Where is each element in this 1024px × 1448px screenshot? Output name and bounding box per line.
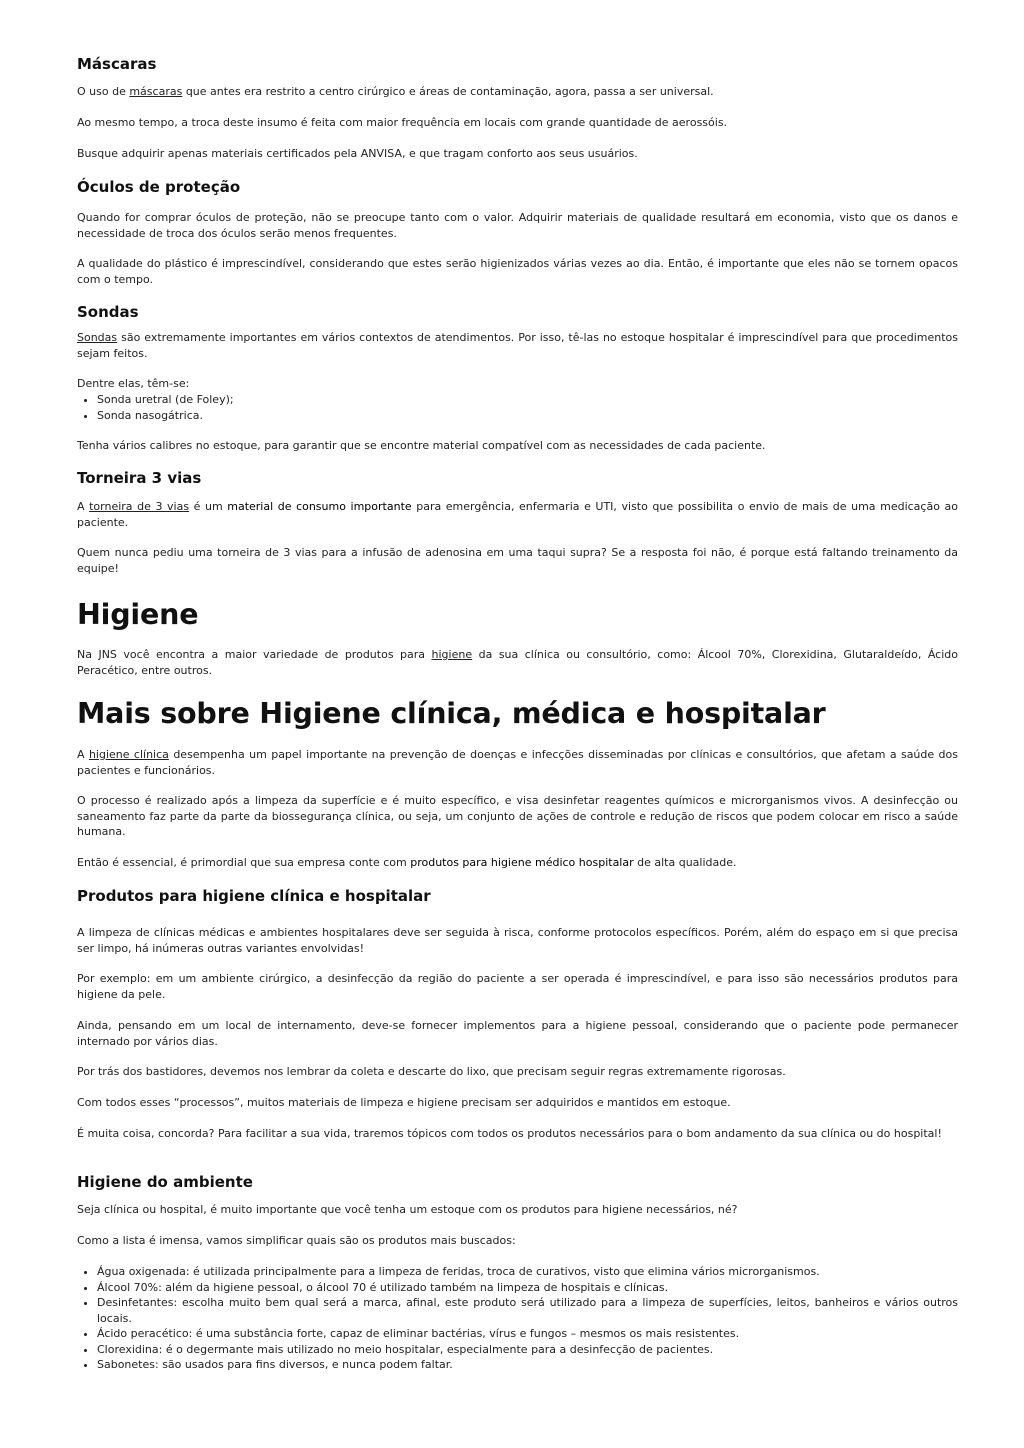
page-heading-higiene: Higiene [77, 598, 199, 631]
list-item: • Sonda uretral (de Foley); [97, 392, 958, 408]
list-item: • Clorexidina: é o degermante mais utilizado no meio hospitalar, especialmente para a desinfecção de pacientes. [97, 1342, 958, 1358]
section-heading-torneira: Torneira 3 vias [77, 469, 202, 487]
list-item: • Sonda nasogátrica. [97, 408, 958, 424]
section-heading-ambiente: Higiene do ambiente [77, 1173, 253, 1191]
section-heading-sondas: Sondas [77, 303, 139, 321]
text: é um [189, 500, 228, 513]
paragraph: Seja clínica ou hospital, é muito importante que você tenha um estoque com os produtos para higiene necessários, né? [77, 1203, 738, 1216]
text: que antes era restrito a centro cirúrgico e áreas de contaminação, agora, passa a ser universal. [182, 85, 714, 98]
list-item: • Desinfetantes: escolha muito bem qual será a marca, afinal, este produto será utilizado para a limpeza de superfícies, leitos, banheiros e vários outros locais. [97, 1295, 958, 1326]
paragraph: Quem nunca pediu uma torneira de 3 vias para a infusão de adenosina em uma taqui supra? Se a resposta foi não, é porque está faltando treinamento da equipe! [77, 546, 958, 575]
list-sondas [77, 392, 958, 423]
link-torneira[interactable]: torneira de 3 vias [89, 500, 190, 513]
text: Então é essencial, é primordial que sua empresa conte com [77, 856, 411, 869]
paragraph: Por trás dos bastidores, devemos nos lembrar da coleta e descarte do lixo, que precisam seguir regras extremamente rigorosas. [77, 1065, 786, 1078]
paragraph [77, 647, 958, 678]
list-item: • Ácido peracético: é uma substância forte, capaz de eliminar bactérias, vírus e fungos – mesmos os mais resistentes. [97, 1326, 958, 1342]
paragraph [77, 747, 958, 778]
page-heading-mais-sobre: Mais sobre Higiene clínica, médica e hospitalar [77, 697, 826, 730]
paragraph: Ainda, pensando em um local de internamento, deve-se fornecer implementos para a higiene pessoal, considerando que o paciente pode permanecer internado por vários dias. [77, 1019, 958, 1048]
paragraph: Dentre elas, têm-se: [77, 377, 190, 390]
paragraph: Tenha vários calibres no estoque, para garantir que se encontre material compatível com as necessidades de cada paciente. [77, 439, 766, 452]
list-item: • Água oxigenada: é utilizada principalmente para a limpeza de feridas, troca de curativos, visto que elimina vários microrganismos. [97, 1264, 958, 1280]
paragraph: Como a lista é imensa, vamos simplificar quais são os produtos mais buscados: [77, 1234, 516, 1247]
section-heading-produtos: Produtos para higiene clínica e hospitalar [77, 887, 431, 905]
strong-text: produtos para higiene médico hospitalar [410, 856, 634, 869]
link-mascaras[interactable]: máscaras [129, 85, 183, 98]
list-item: • Sabonetes: são usados para fins diversos, e nunca podem faltar. [97, 1357, 958, 1373]
text: desempenha um papel importante na prevenção de doenças e infecções disseminadas por clínicas e consultórios, que afetam a saúde dos pacientes e funcionários. [77, 748, 959, 777]
paragraph: Ao mesmo tempo, a troca deste insumo é feita com maior frequência em locais com grande quantidade de aerossóis. [77, 116, 728, 129]
paragraph: Com todos esses “processos”, muitos materiais de limpeza e higiene precisam ser adquiridos e mantidos em estoque. [77, 1096, 731, 1109]
text: da sua clínica ou consultório, como: Álcool 70%, Clorexidina, Glutaraldeído, Ácido Peracético, entre outros. [77, 648, 958, 677]
paragraph [77, 855, 958, 871]
text: são extremamente importantes em vários contextos de atendimentos. Por isso, tê-las no estoque hospitalar é imprescindível para que procedimentos sejam feitos. [77, 331, 958, 360]
text: A [77, 500, 90, 513]
text: de alta qualidade. [633, 856, 737, 869]
text: Na JNS você encontra a maior variedade de produtos para [77, 648, 432, 661]
paragraph [77, 330, 958, 361]
paragraph: Por exemplo: em um ambiente cirúrgico, a desinfecção da região do paciente a ser operada é imprescindível, e para isso são necessários produtos para higiene da pele. [77, 972, 958, 1001]
link-higiene-clinica[interactable]: higiene clínica [88, 748, 169, 761]
section-heading-mascaras: Máscaras [77, 55, 157, 73]
paragraph: A qualidade do plástico é imprescindível, considerando que estes serão higienizados várias vezes ao dia. Então, é importante que eles não se tornem opacos com o tempo. [77, 257, 958, 286]
text: O uso de [77, 85, 130, 98]
paragraph: O processo é realizado após a limpeza da superfície e é muito específico, e visa desinfetar reagentes químicos e microrganismos vivos. A desinfecção ou saneamento faz parte da parte da biossegurança clínica, ou seja, um conjunto de ações de controle e redução de riscos que podem colocar em risco a saúde humana. [77, 794, 958, 839]
paragraph: Quando for comprar óculos de proteção, não se preocupe tanto com o valor. Adquirir materiais de qualidade resultará em economia, visto que os danos e necessidade de troca dos óculos serão menos frequentes. [77, 211, 958, 240]
link-higiene[interactable]: higiene [431, 648, 473, 661]
text: para emergência, enfermaria e UTI, visto que possibilita o envio de mais de uma medicação ao paciente. [77, 500, 958, 529]
section-heading-oculos: Óculos de proteção [77, 178, 241, 196]
link-sondas[interactable]: Sondas [77, 331, 118, 344]
paragraph: Busque adquirir apenas materiais certificados pela ANVISA, e que tragam conforto aos seus usuários. [77, 147, 638, 160]
paragraph [77, 499, 958, 530]
strong-text: material de consumo importante [227, 500, 412, 513]
paragraph: A limpeza de clínicas médicas e ambientes hospitalares deve ser seguida à risca, conforme protocolos específicos. Porém, além do espaço em si que precisa ser limpo, há inúmeras outras variantes envolvidas! [77, 926, 958, 955]
list-item: • Álcool 70%: além da higiene pessoal, o álcool 70 é utilizado também na limpeza de hospitais e clínicas. [97, 1280, 958, 1296]
paragraph [77, 84, 958, 100]
text: A [77, 748, 89, 761]
paragraph: É muita coisa, concorda? Para facilitar a sua vida, traremos tópicos com todos os produtos necessários para o bom andamento da sua clínica ou do hospital! [77, 1127, 942, 1140]
list-produtos-ambiente [77, 1264, 958, 1373]
